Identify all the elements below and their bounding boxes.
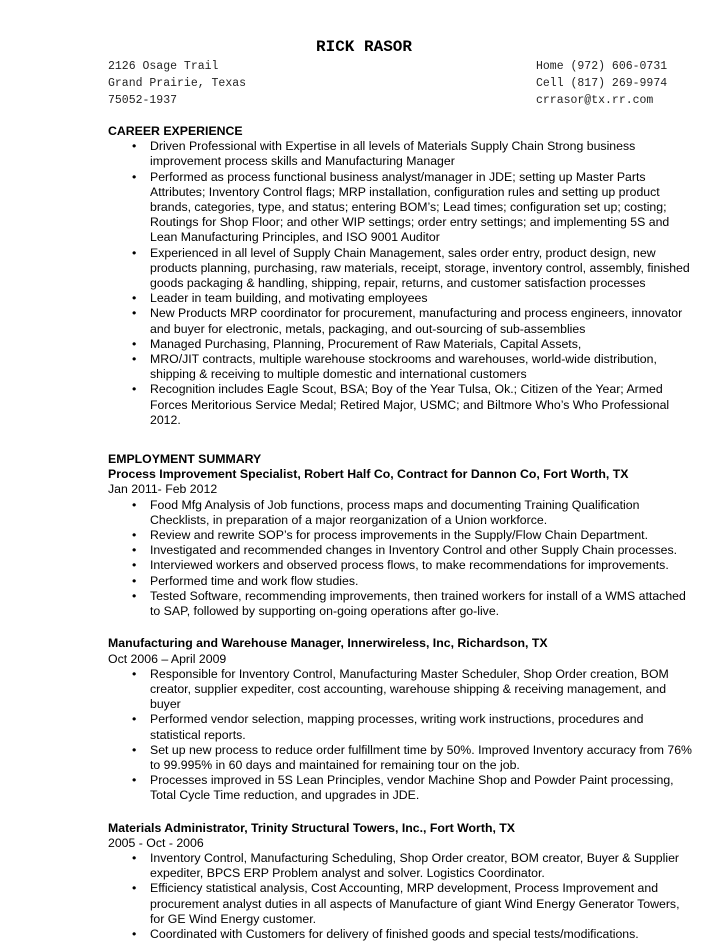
home-phone: Home (972) 606-0731 bbox=[536, 60, 668, 73]
job-duty: • Inventory Control, Manufacturing Scheduling, Shop Order creator, BOM creator, Buyer & Supplier expediter, BPCS ERP Problem analyst and solver. Logistics Coordinator. bbox=[132, 850, 680, 881]
employment-section-title: EMPLOYMENT SUMMARY bbox=[108, 452, 262, 467]
bullet-icon: • bbox=[132, 742, 137, 757]
bullet-icon: • bbox=[132, 926, 137, 941]
bullet-icon: • bbox=[132, 245, 137, 260]
career-item: • New Products MRP coordinator for procurement, manufacturing and process engineers, innovator and buyer for electronic, metals, packaging, and out-sourcing of sub-assemblies bbox=[132, 306, 683, 336]
job-duties-list bbox=[108, 667, 693, 804]
phone-block bbox=[536, 58, 667, 109]
career-section-title: CAREER EXPERIENCE bbox=[108, 124, 243, 138]
job-duty: • Processes improved in 5S Lean Principles, vendor Machine Shop and Powder Paint processing, Total Cycle Time reduction, and upgrades in JDE. bbox=[132, 773, 674, 803]
job-title: Manufacturing and Warehouse Manager, Innerwireless, Inc, Richardson, TX bbox=[108, 636, 548, 651]
job-duty: • Responsible for Inventory Control, Manufacturing Master Scheduler, Shop Order creation, BOM creator, supplier expediter, cost accounting, warehouse shipping & receiving management, and buyer bbox=[132, 666, 669, 712]
bullet-icon: • bbox=[132, 169, 137, 184]
job-duty: • Investigated and recommended changes in Inventory Control and other Supply Chain processes. bbox=[132, 543, 678, 558]
career-item: • Experienced in all level of Supply Chain Management, sales order entry, product design, new products planning, purchasing, raw materials, receipt, storage, inventory control, assembly, finished goods packaging & handling, shipping, repair, returns, and customer satisfaction processes bbox=[132, 245, 690, 291]
bullet-icon: • bbox=[132, 712, 137, 727]
bullet-icon: • bbox=[132, 528, 137, 543]
career-item: • Leader in team building, and motivating employees bbox=[132, 291, 428, 306]
bullet-icon: • bbox=[132, 139, 137, 154]
career-item: • Managed Purchasing, Planning, Procurement of Raw Materials, Capital Assets, bbox=[132, 336, 582, 351]
job-title: Materials Administrator, Trinity Structural Towers, Inc., Fort Worth, TX bbox=[108, 820, 515, 835]
career-item: • Driven Professional with Expertise in all levels of Materials Supply Chain Strong business improvement process skills and Manufacturing Manager bbox=[132, 139, 636, 169]
job-duty: • Coordinated with Customers for delivery of finished goods and special tests/modifications. bbox=[132, 926, 639, 941]
bullet-icon: • bbox=[132, 382, 137, 397]
job-duties-list bbox=[108, 498, 693, 620]
candidate-name: RICK RASOR bbox=[315, 38, 412, 56]
job-title: Process Improvement Specialist, Robert Half Co, Contract for Dannon Co, Fort Worth, TX bbox=[108, 467, 629, 482]
bullet-icon: • bbox=[132, 352, 137, 367]
job-duty: • Review and rewrite SOP’s for process improvements in the Supply/Flow Chain Department. bbox=[132, 528, 649, 543]
resume-body bbox=[108, 124, 693, 942]
address-block bbox=[108, 58, 246, 109]
address-line: 2126 Osage Trail bbox=[108, 60, 219, 73]
career-list bbox=[108, 139, 693, 428]
bullet-icon: • bbox=[132, 543, 137, 558]
bullet-icon: • bbox=[132, 306, 137, 321]
bullet-icon: • bbox=[132, 588, 137, 603]
job-dates: 2005 - Oct - 2006 bbox=[108, 835, 204, 850]
job-duties-list bbox=[108, 851, 693, 942]
address-line: 75052-1937 bbox=[108, 94, 178, 107]
bullet-icon: • bbox=[132, 573, 137, 588]
bullet-icon: • bbox=[132, 558, 137, 573]
job-duty: • Set up new process to reduce order fulfillment time by 50%. Improved Inventory accuracy from 76% to 99.995% in 60 days and maintained for remaining tour on the job. bbox=[132, 742, 692, 772]
cell-phone: Cell (817) 269-9974 bbox=[536, 77, 668, 90]
bullet-icon: • bbox=[132, 850, 137, 865]
bullet-icon: • bbox=[132, 497, 137, 512]
address-line: Grand Prairie, Texas bbox=[108, 77, 247, 90]
bullet-icon: • bbox=[132, 881, 137, 896]
bullet-icon: • bbox=[132, 666, 137, 681]
bullet-icon: • bbox=[132, 336, 137, 351]
job-duty: • Performed vendor selection, mapping processes, writing work instructions, procedures and statistical reports. bbox=[132, 712, 644, 742]
job-dates: Jan 2011- Feb 2012 bbox=[108, 482, 218, 497]
email-address: crrasor@tx.rr.com bbox=[536, 94, 654, 107]
job-duty: • Food Mfg Analysis of Job functions, process maps and documenting Training Qualification Checklists, in preparation of a major reorganization of a Union workforce. bbox=[132, 497, 640, 527]
job-duty: • Interviewed workers and observed process flows, to make recommendations for improvements. bbox=[132, 558, 669, 573]
job-dates: Oct 2006 – April 2009 bbox=[108, 651, 227, 666]
career-item: • MRO/JIT contracts, multiple warehouse stockrooms and warehouses, world-wide distribution, shipping & receiving to multiple domestic and international customers bbox=[132, 352, 657, 382]
career-item: • Performed as process functional business analyst/manager in JDE; setting up Master Parts Attributes; Inventory Control flags; MRP installation, configuration rules and setting up product brands, categories, type, and status; entering BOM’s; Lead times; configuration set up; costing; Routings for Shop Floor; and other WIP settings; order entry settings; and implementing 5S and Lean Manufacturing Principles, and ISO 9001 Auditor bbox=[132, 169, 670, 245]
job-duty: • Efficiency statistical analysis, Cost Accounting, MRP development, Process Improvement and procurement analyst duties in all aspects of Manufacture of giant Wind Energy Generator Towers, for GE Wind Energy customer. bbox=[132, 881, 680, 926]
bullet-icon: • bbox=[132, 773, 137, 788]
bullet-icon: • bbox=[132, 291, 137, 306]
job-duty: • Performed time and work flow studies. bbox=[132, 573, 359, 588]
career-item: • Recognition includes Eagle Scout, BSA; Boy of the Year Tulsa, Ok.; Citizen of the Year; Armed Forces Meritorious Service Medal; Retired Major, USMC; and Biltmore Who’s Who Professional 2012. bbox=[132, 382, 670, 427]
job-duty: • Tested Software, recommending improvements, then trained workers for install of a WMS attached to SAP, followed by supporting on-going operations after go-live. bbox=[132, 588, 686, 619]
